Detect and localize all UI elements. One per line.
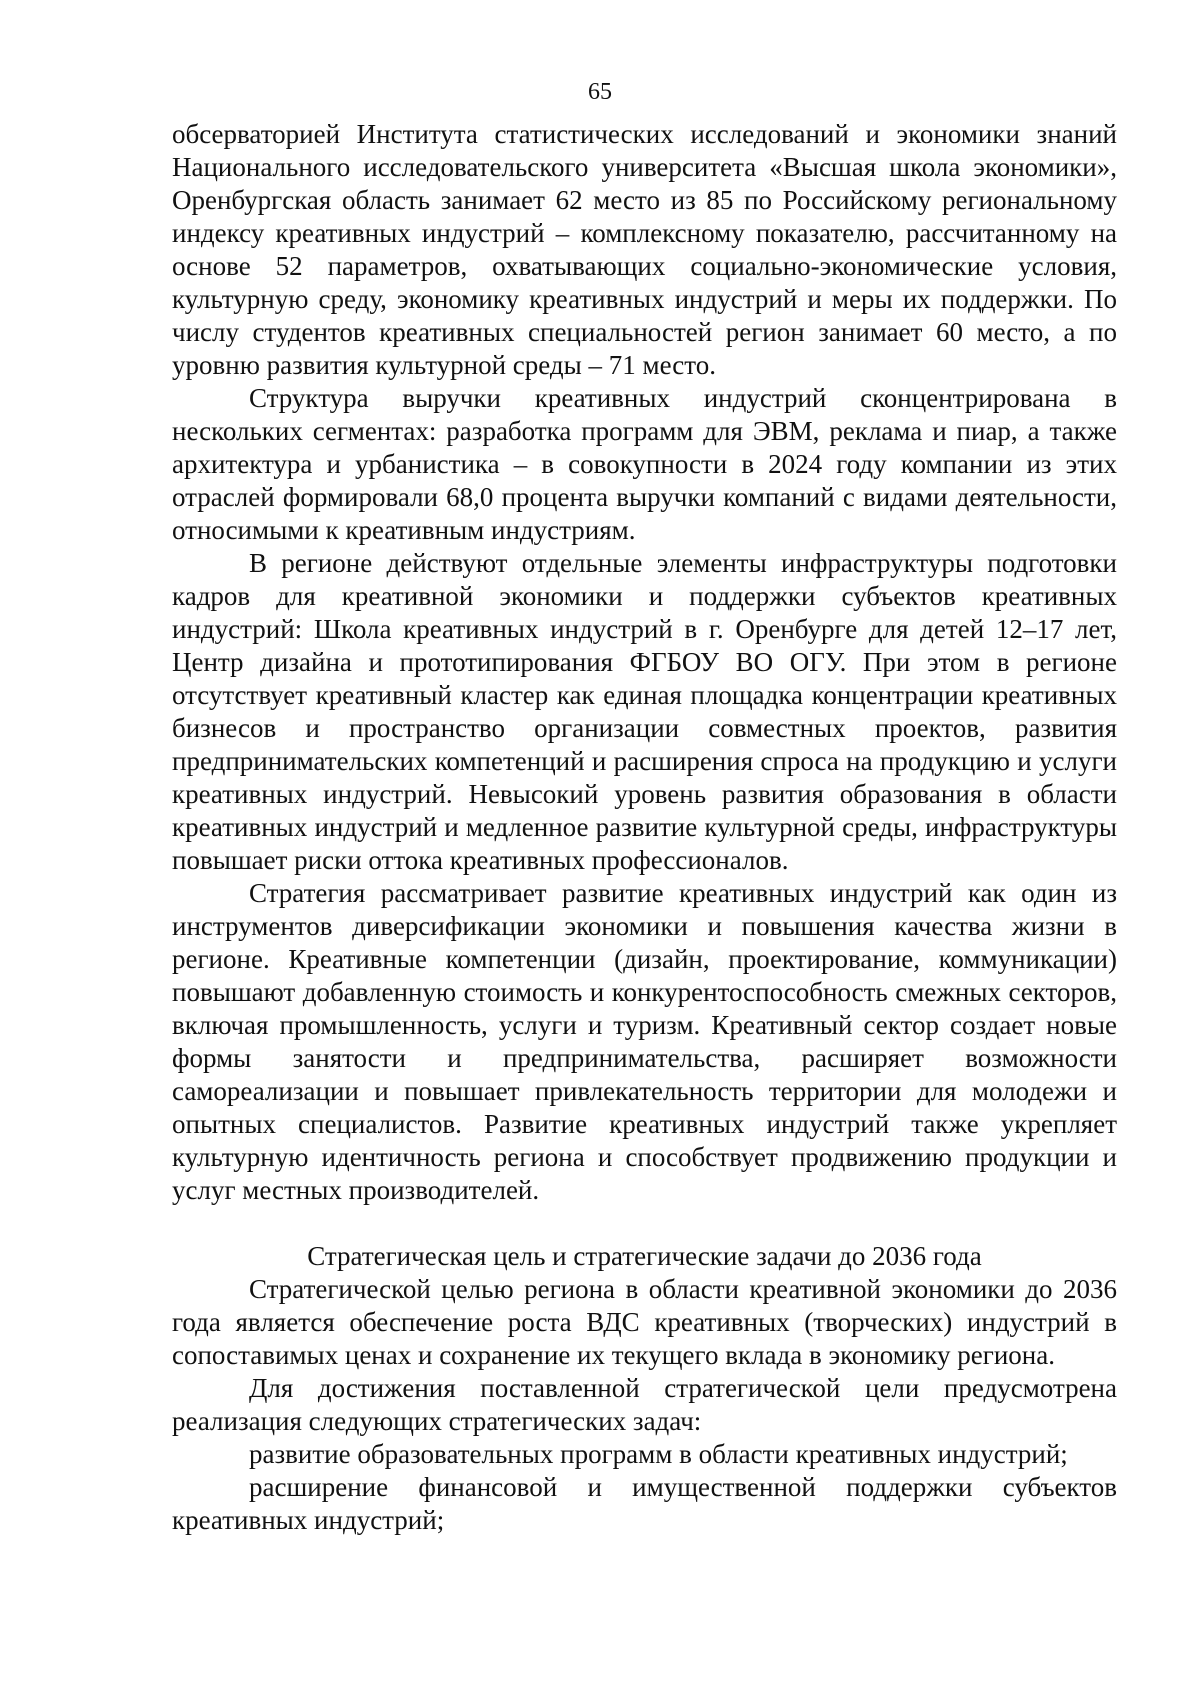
page-number: 65 [588, 79, 612, 105]
section-heading: Стратегическая цель и стратегические задачи до 2036 года [307, 1241, 982, 1271]
document-body [172, 118, 1117, 1537]
paragraph-revenue-structure: Структура выручки креативных индустрий сконцентрирована в нескольких сегментах: разработка программ для ЭВМ, реклама и пиар, а также архитектура и урбанистика – в совокупности в 2024 году компании из этих отраслей формировали 68,0 процента выручки компаний с видами деятельности, относимыми к креативным индустриям. [172, 383, 1117, 545]
paragraph-tasks-intro: Для достижения поставленной стратегической цели предусмотрена реализация следующих стратегических задач: [172, 1373, 1117, 1436]
paragraph-strategic-goal: Стратегической целью региона в области креативной экономики до 2036 года является обеспечение роста ВДС креативных (творческих) индустрий в сопоставимых ценах и сохранение их текущего вклада в экономику региона. [172, 1274, 1117, 1370]
task-item: развитие образовательных программ в области креативных индустрий; [249, 1439, 1068, 1469]
paragraph-continuation: обсерваторией Института статистических исследований и экономики знаний Национального исследовательского университета «Высшая школа экономики», Оренбургская область занимает 62 место из 85 по Российскому региональному индексу креативных индустрий – комплексному показателю, рассчитанному на основе 52 параметров, охватывающих социально-экономические условия, культурную среду, экономику креативных индустрий и меры их поддержки. По числу студентов креативных специальностей регион занимает 60 место, а по уровню развития культурной среды – 71 место. [172, 119, 1117, 380]
paragraph-infrastructure: В регионе действуют отдельные элементы инфраструктуры подготовки кадров для креативной экономики и поддержки субъектов креативных индустрий: Школа креативных индустрий в г. Оренбурге для детей 12–17 лет, Центр дизайна и прототипирования ФГБОУ ВО ОГУ. При этом в регионе отсутствует креативный кластер как единая площадка концентрации креативных бизнесов и пространство организации совместных проектов, развития предпринимательских компетенций и расширения спроса на продукцию и услуги креативных индустрий. Невысокий уровень развития образования в области креативных индустрий и медленное развитие культурной среды, инфраструктуры повышает риски оттока креативных профессионалов. [172, 548, 1117, 875]
paragraph-strategy: Стратегия рассматривает развитие креативных индустрий как один из инструментов диверсификации экономики и повышения качества жизни в регионе. Креативные компетенции (дизайн, проектирование, коммуникации) повышают добавленную стоимость и конкурентоспособность смежных секторов, включая промышленность, услуги и туризм. Креативный сектор создает новые формы занятости и предпринимательства, расширяет возможности самореализации и повышает привлекательность территории для молодежи и опытных специалистов. Развитие креативных индустрий также укрепляет культурную идентичность региона и способствует продвижению продукции и услуг местных производителей. [172, 878, 1117, 1205]
task-item: расширение финансовой и имущественной поддержки субъектов креативных индустрий; [172, 1472, 1117, 1535]
